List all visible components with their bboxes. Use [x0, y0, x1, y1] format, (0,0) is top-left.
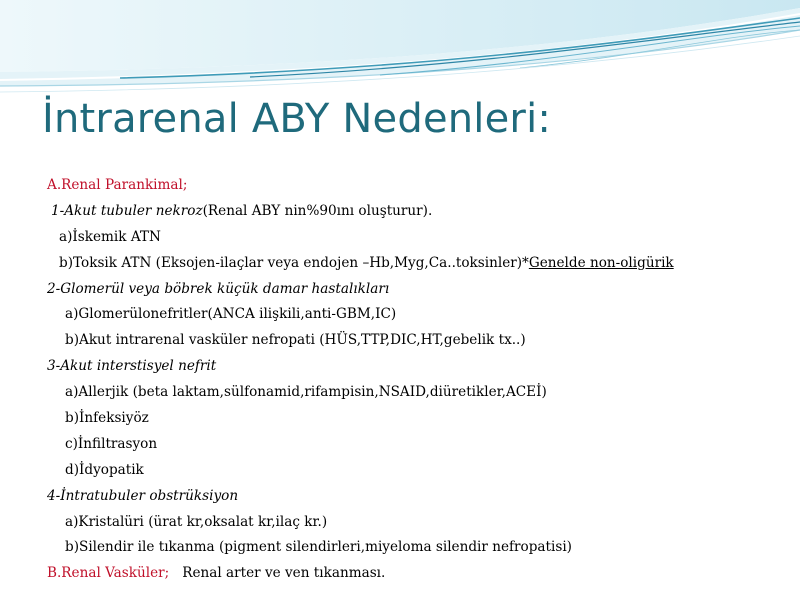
item-akut-tubuler-nekroz-detail: (Renal ABY nin%90ını oluşturur).	[202, 202, 433, 219]
subitem-iskemik-atn: a)İskemik ATN	[59, 228, 161, 245]
heading-renal-vaskuler-line	[47, 561, 787, 587]
subitem-toksik-atn	[47, 251, 787, 277]
subitem-infiltrasyon: c)İnfiltrasyon	[65, 435, 158, 452]
subitem-kristaluri: a)Kristalüri (ürat kr,oksalat kr,ilaç kr.)	[65, 513, 328, 530]
subitem-silendir-tikanma: b)Silendir ile tıkanma (pigment silendirleri,miyeloma silendir nefropatisi)	[65, 539, 572, 556]
item-akut-tubuler-nekroz	[47, 199, 787, 225]
subitem-toksik-atn-note: Genelde non-oligürik	[528, 254, 674, 271]
subitem-glomerulonefritler: a)Glomerülonefritler(ANCA ilişkili,anti-GBM,IC)	[65, 306, 397, 323]
subitem-infeksiyoz: b)İnfeksiyöz	[65, 410, 149, 427]
subitem-idyopatik: d)İdyopatik	[65, 461, 144, 478]
heading-renal-vaskuler: B.Renal Vasküler;	[47, 565, 170, 582]
slide-body	[47, 173, 787, 587]
item-akut-tubuler-nekroz-label: 1-Akut tubuler nekroz	[51, 202, 203, 219]
decorative-wave-banner	[0, 0, 800, 95]
subitem-vaskuler-nefropati: b)Akut intrarenal vasküler nefropati (HÜS,TTP,DIC,HT,gebelik tx..)	[65, 332, 526, 349]
slide-title: İntrarenal ABY Nedenleri:	[42, 96, 552, 142]
subitem-toksik-atn-text: b)Toksik ATN (Eksojen-ilaçlar veya endojen –Hb,Myg,Ca..toksinler)*	[59, 254, 529, 271]
subitem-allerjik: a)Allerjik (beta laktam,sülfonamid,rifampisin,NSAID,diüretikler,ACEİ)	[65, 384, 547, 401]
heading-renal-parankimal: A.Renal Parankimal;	[47, 177, 188, 193]
item-interstisyel-nefrit: 3-Akut interstisyel nefrit	[47, 358, 217, 375]
renal-vaskuler-detail: Renal arter ve ven tıkanması.	[182, 565, 386, 582]
item-glomerul-hastaliklari: 2-Glomerül veya böbrek küçük damar hastalıkları	[47, 280, 390, 297]
item-intratubuler-obstruksiyon: 4-İntratubuler obstrüksiyon	[47, 487, 239, 504]
